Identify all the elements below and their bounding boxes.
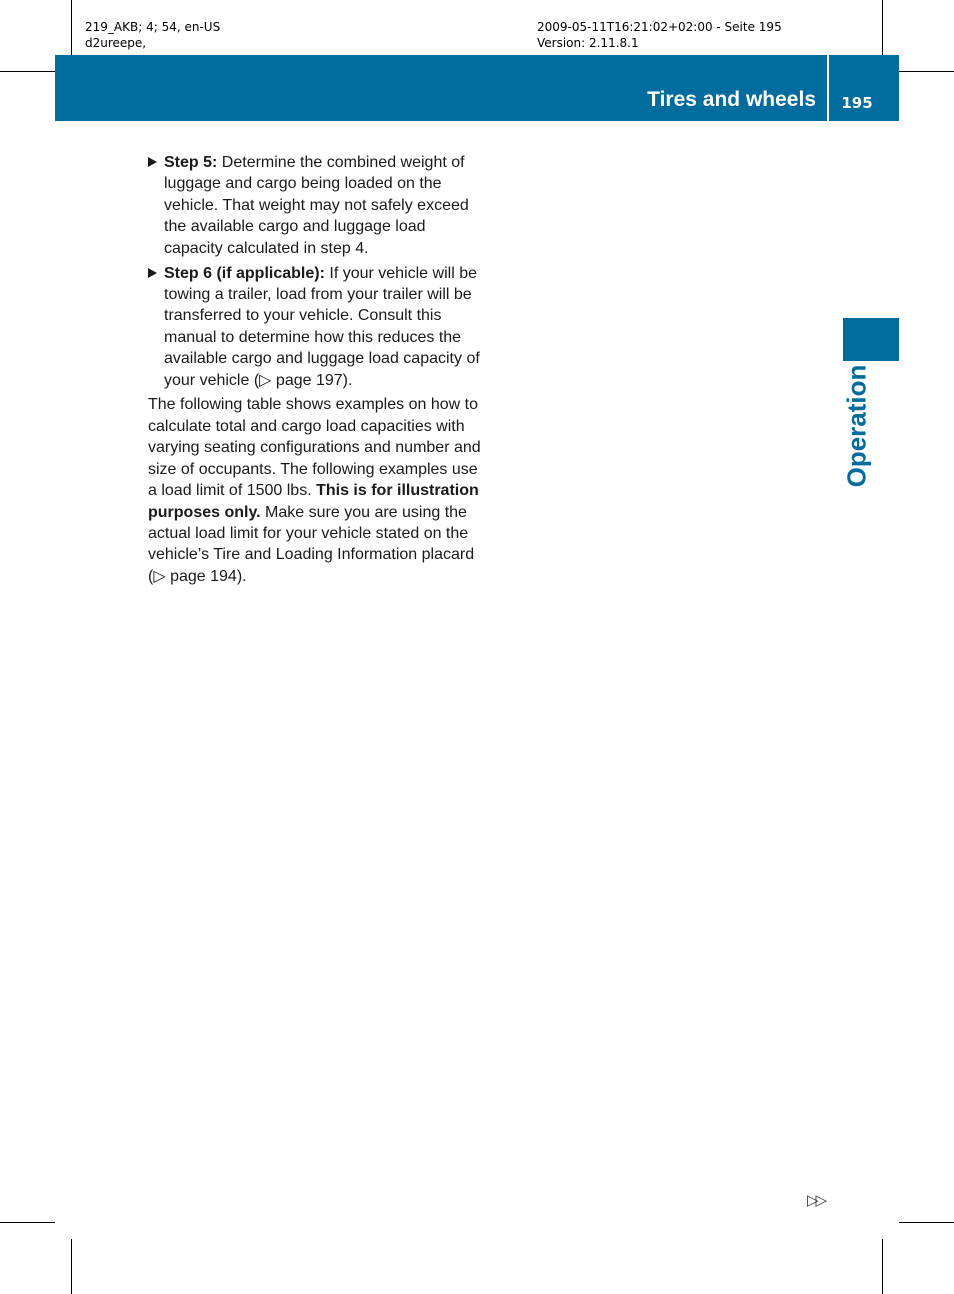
step-text: Determine the combined weight of luggage and cargo being loaded on the vehicle. That weight may not safely exceed the available cargo and luggage load capacity calculated in step 4.	[164, 154, 469, 257]
crop-mark-top-right-h	[899, 71, 954, 72]
step-item	[148, 263, 482, 391]
print-meta-left	[85, 19, 220, 51]
section-title: Tires and wheels	[647, 88, 816, 111]
page-ref-icon: ▷	[153, 567, 166, 585]
paragraph-text: The following table shows examples on how to calculate total and cargo load capacities with varying seating configurations and number and size of occupants. The following examples use a load limit of 1500 lbs.	[148, 396, 481, 500]
step-label: Step 5:	[164, 154, 218, 171]
step-text: If your vehicle will be towing a trailer, load from your trailer will be transferred to your vehicle. Consult this manual to determine how this reduces the available cargo and luggage load capacity of your vehicle (	[164, 264, 480, 389]
triangle-right-icon	[148, 157, 157, 167]
print-meta-right-line2: Version: 2.11.8.1	[537, 36, 639, 50]
print-meta-left-line2: d2ureepe,	[85, 36, 147, 50]
page-number: 195	[841, 94, 873, 112]
crop-mark-top-left-h	[0, 71, 55, 72]
page-ref-link[interactable]: page 197).	[271, 371, 353, 389]
print-meta-left-line1: 219_AKB; 4; 54, en-US	[85, 20, 221, 34]
crop-mark-top-left-v	[71, 0, 72, 55]
print-meta-right	[537, 19, 782, 51]
crop-mark-bottom-left-h	[0, 1222, 55, 1223]
main-content	[148, 152, 482, 587]
print-meta-right-line1: 2009-05-11T16:21:02+02:00 - Seite 195	[537, 20, 782, 34]
side-tab-marker	[843, 318, 899, 361]
double-arrow-icon: ▷▷	[807, 1192, 825, 1209]
side-tab-label: Operation	[841, 364, 872, 488]
page-ref-icon: ▷	[259, 371, 272, 389]
page-ref-link[interactable]: page 194).	[165, 567, 247, 585]
crop-mark-bottom-right-h	[899, 1222, 954, 1223]
step-item	[148, 152, 482, 259]
paragraph-text-continued: Make sure you are using the actual load limit for your vehicle stated on the vehicle’s Tire and Loading Information placard (	[148, 503, 475, 585]
body-paragraph	[148, 394, 482, 587]
triangle-right-icon	[148, 268, 157, 278]
crop-mark-bottom-left-v	[71, 1239, 72, 1294]
crop-mark-bottom-right-v	[882, 1239, 883, 1294]
crop-mark-top-right-v	[882, 0, 883, 55]
step-label: Step 6 (if applicable):	[164, 264, 325, 282]
paragraph-emphasis: This is for illustration purposes only.	[148, 482, 479, 521]
